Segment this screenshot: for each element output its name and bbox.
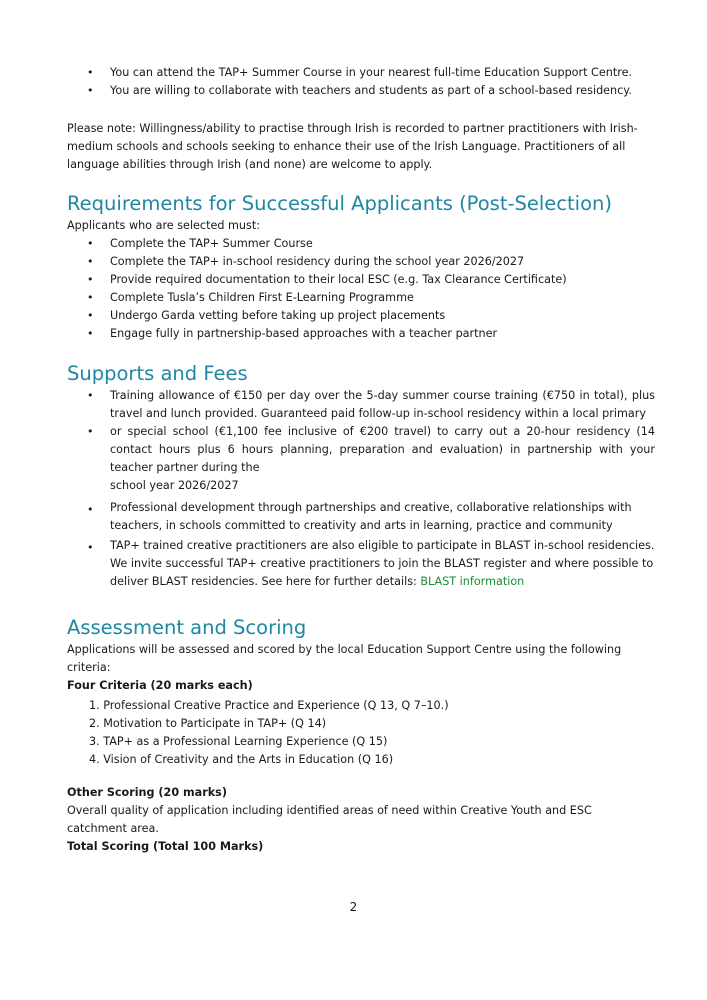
bullet-icon: • bbox=[87, 84, 94, 97]
bullet-icon: • bbox=[87, 291, 94, 304]
list-item: • or special school (€1,100 fee inclusive of €200 travel) to carry out a 20-hour residency (14 contact hours plus 6 hours planning, preparation and evaluation) in partnership with your teacher partner during the bbox=[87, 425, 655, 474]
list-item: • Complete Tusla’s Children First E-Learning Programme bbox=[67, 289, 655, 307]
list-item-continuation: school year 2026/2027 bbox=[110, 479, 239, 492]
top-bullet-list bbox=[67, 64, 655, 100]
other-scoring-heading: Other Scoring (20 marks) bbox=[67, 786, 227, 799]
list-item: • Complete the TAP+ Summer Course bbox=[67, 235, 655, 253]
bullet-icon: • bbox=[87, 237, 94, 250]
list-item: 3. TAP+ as a Professional Learning Experience (Q 15) bbox=[89, 735, 388, 748]
bullet-icon: • bbox=[87, 541, 94, 554]
list-item: • Undergo Garda vetting before taking up project placements bbox=[67, 307, 655, 325]
bullet-icon: • bbox=[87, 389, 94, 402]
total-scoring: Total Scoring (Total 100 Marks) bbox=[67, 840, 264, 853]
requirements-intro: Applicants who are selected must: bbox=[67, 219, 260, 232]
bullet-icon: • bbox=[87, 503, 94, 516]
list-item: 2. Motivation to Participate in TAP+ (Q 14) bbox=[89, 717, 327, 730]
list-item: • TAP+ trained creative practitioners are also eligible to participate in BLAST in-school residencies. We invite successful TAP+ creative practitioners to join the BLAST register and where possible to deliver BLAST residencies. See here for further details: BLAST information bbox=[87, 539, 655, 588]
criteria-heading: Four Criteria (20 marks each) bbox=[67, 679, 253, 692]
bullet-icon: • bbox=[87, 255, 94, 268]
blast-information-link[interactable]: BLAST information bbox=[420, 575, 525, 588]
criteria-list bbox=[67, 697, 655, 769]
list-item: • You are willing to collaborate with teachers and students as part of a school-based residency. bbox=[67, 82, 655, 100]
list-item: • Engage fully in partnership-based approaches with a teacher partner bbox=[67, 325, 655, 343]
bullet-icon: • bbox=[87, 309, 94, 322]
other-scoring-text: Overall quality of application including identified areas of need within Creative Youth and ESC catchment area. bbox=[67, 804, 592, 835]
list-item: 1. Professional Creative Practice and Experience (Q 13, Q 7–10.) bbox=[89, 699, 449, 712]
page-number: 2 bbox=[349, 900, 358, 914]
list-item: 4. Vision of Creativity and the Arts in Education (Q 16) bbox=[89, 753, 394, 766]
bullet-icon: • bbox=[87, 66, 94, 79]
list-item: • Professional development through partnerships and creative, collaborative relationships with teachers, in schools committed to creativity and arts in learning, practice and community bbox=[87, 501, 632, 532]
bullet-icon: • bbox=[87, 327, 94, 340]
irish-language-note: Please note: Willingness/ability to practise through Irish is recorded to partner practitioners with Irish-medium schools and schools seeking to enhance their use of the Irish Language. Practitioners of all language abilities through Irish (and none) are welcome to apply. bbox=[67, 122, 638, 171]
list-item: • Training allowance of €150 per day over the 5-day summer course training (€750 in total), plus travel and lunch provided. Guaranteed paid follow-up in-school residency within a local primary bbox=[87, 389, 655, 420]
bullet-icon: • bbox=[87, 273, 94, 286]
assessment-intro: Applications will be assessed and scored by the local Education Support Centre using the following criteria: bbox=[67, 643, 622, 674]
list-item: • Complete the TAP+ in-school residency during the school year 2026/2027 bbox=[67, 253, 655, 271]
assessment-heading: Assessment and Scoring bbox=[67, 616, 307, 639]
bullet-icon: • bbox=[87, 425, 94, 438]
requirements-heading: Requirements for Successful Applicants (Post-Selection) bbox=[67, 192, 612, 215]
supports-list bbox=[67, 387, 655, 591]
document-page bbox=[67, 64, 655, 856]
list-item: • Provide required documentation to their local ESC (e.g. Tax Clearance Certificate) bbox=[67, 271, 655, 289]
list-item: • You can attend the TAP+ Summer Course in your nearest full-time Education Support Centre. bbox=[67, 64, 655, 82]
requirements-list bbox=[67, 235, 655, 343]
supports-heading: Supports and Fees bbox=[67, 362, 248, 385]
